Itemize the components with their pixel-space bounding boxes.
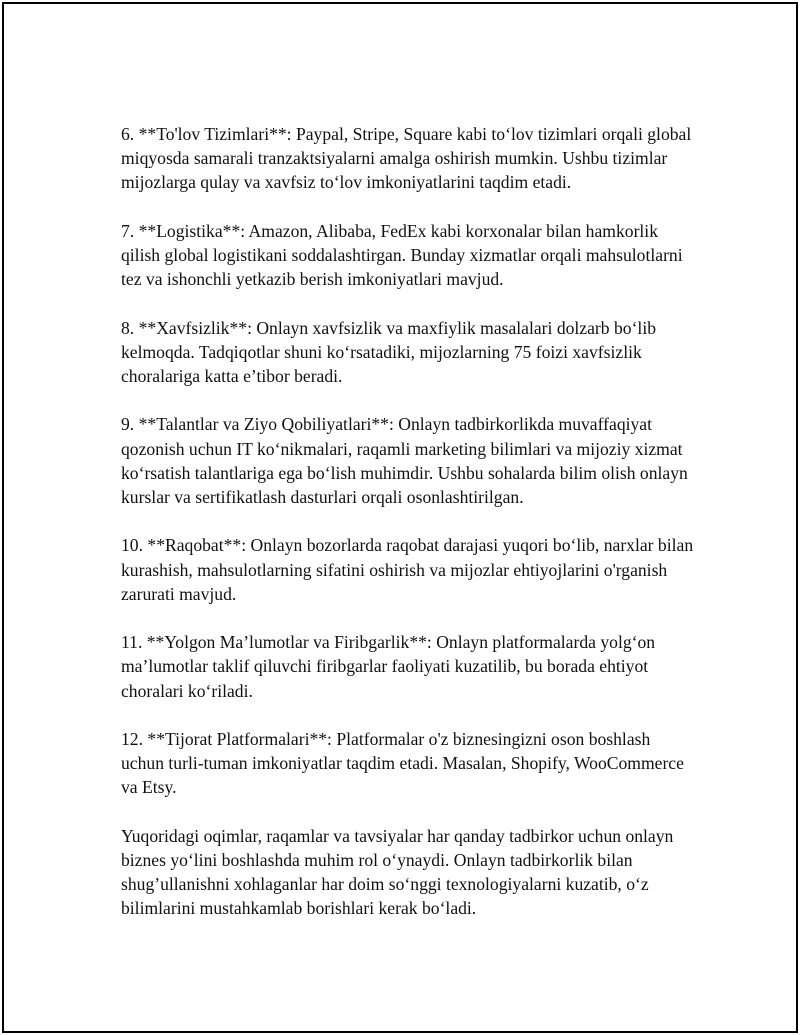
paragraph-payment-systems: 6. **To'lov Tizimlari**: Paypal, Stripe, Square kabi to‘lov tizimlari orqali global miqyosda samarali tranzaktsiyalarni amalga oshirish mumkin. Ushbu tizimlar mijozlarga qulay va xavfsiz to‘lov imkoniyatlarini taqdim etadi. [121, 124, 692, 193]
document-body [121, 122, 696, 921]
paragraph-competition: 10. **Raqobat**: Onlayn bozorlarda raqobat darajasi yuqori bo‘lib, narxlar bilan kurashish, mahsulotlarning sifatini oshirish va mijozlar ehtiyojlarini o'rganish zarurati mavjud. [121, 535, 694, 604]
paragraph-fraud: 11. **Yolgon Ma’lumotlar va Firibgarlik**: Onlayn platformalarda yolg‘on ma’lumotlar taklif qiluvchi firibgarlar faoliyati kuzatilib, bu borada ehtiyot choralari ko‘riladi. [121, 632, 656, 701]
paragraph-security: 8. **Xavfsizlik**: Onlayn xavfsizlik va maxfiylik masalalari dolzarb bo‘lib kelmoqda. Tadqiqotlar shuni ko‘rsatadiki, mijozlarning 75 foizi xavfsizlik choralariga katta e’tibor beradi. [121, 317, 657, 386]
paragraph-commerce-platforms: 12. **Tijorat Platformalari**: Platformalar o'z biznesingizni oson boshlash uchun turli-tuman imkoniyatlar taqdim etadi. Masalan, Shopify, WooCommerce va Etsy. [121, 728, 684, 798]
page-frame [2, 2, 798, 1033]
paragraph-talents: 9. **Talantlar va Ziyo Qobiliyatlari**: Onlayn tadbirkorlikda muvaffaqiyat qozonish uchun IT ko‘nikmalari, raqamli marketing bilimlari va mijoziy xizmat ko‘rsatish talantlariga ega bo‘lish muhimdir. Ushbu sohalarda bilim olish onlayn kurslar va sertifikatlash dasturlari orqali osonlashtirilgan. [121, 414, 688, 507]
paragraph-conclusion: Yuqoridagi oqimlar, raqamlar va tavsiyalar har qanday tadbirkor uchun onlayn biznes yo‘lini boshlashda muhim rol o‘ynaydi. Onlayn tadbirkorlik bilan shug’ullanishni xohlaganlar har doim so‘nggi texnologiyalarni kuzatib, o‘z bilimlarini mustahkamlab borishlari kerak bo‘ladi. [121, 825, 674, 919]
paragraph-logistics: 7. **Logistika**: Amazon, Alibaba, FedEx kabi korxonalar bilan hamkorlik qilish global logistikani soddalashtirgan. Bunday xizmatlar orqali mahsulotlarni tez va ishonchli yetkazib berish imkoniyatlari mavjud. [121, 220, 683, 290]
